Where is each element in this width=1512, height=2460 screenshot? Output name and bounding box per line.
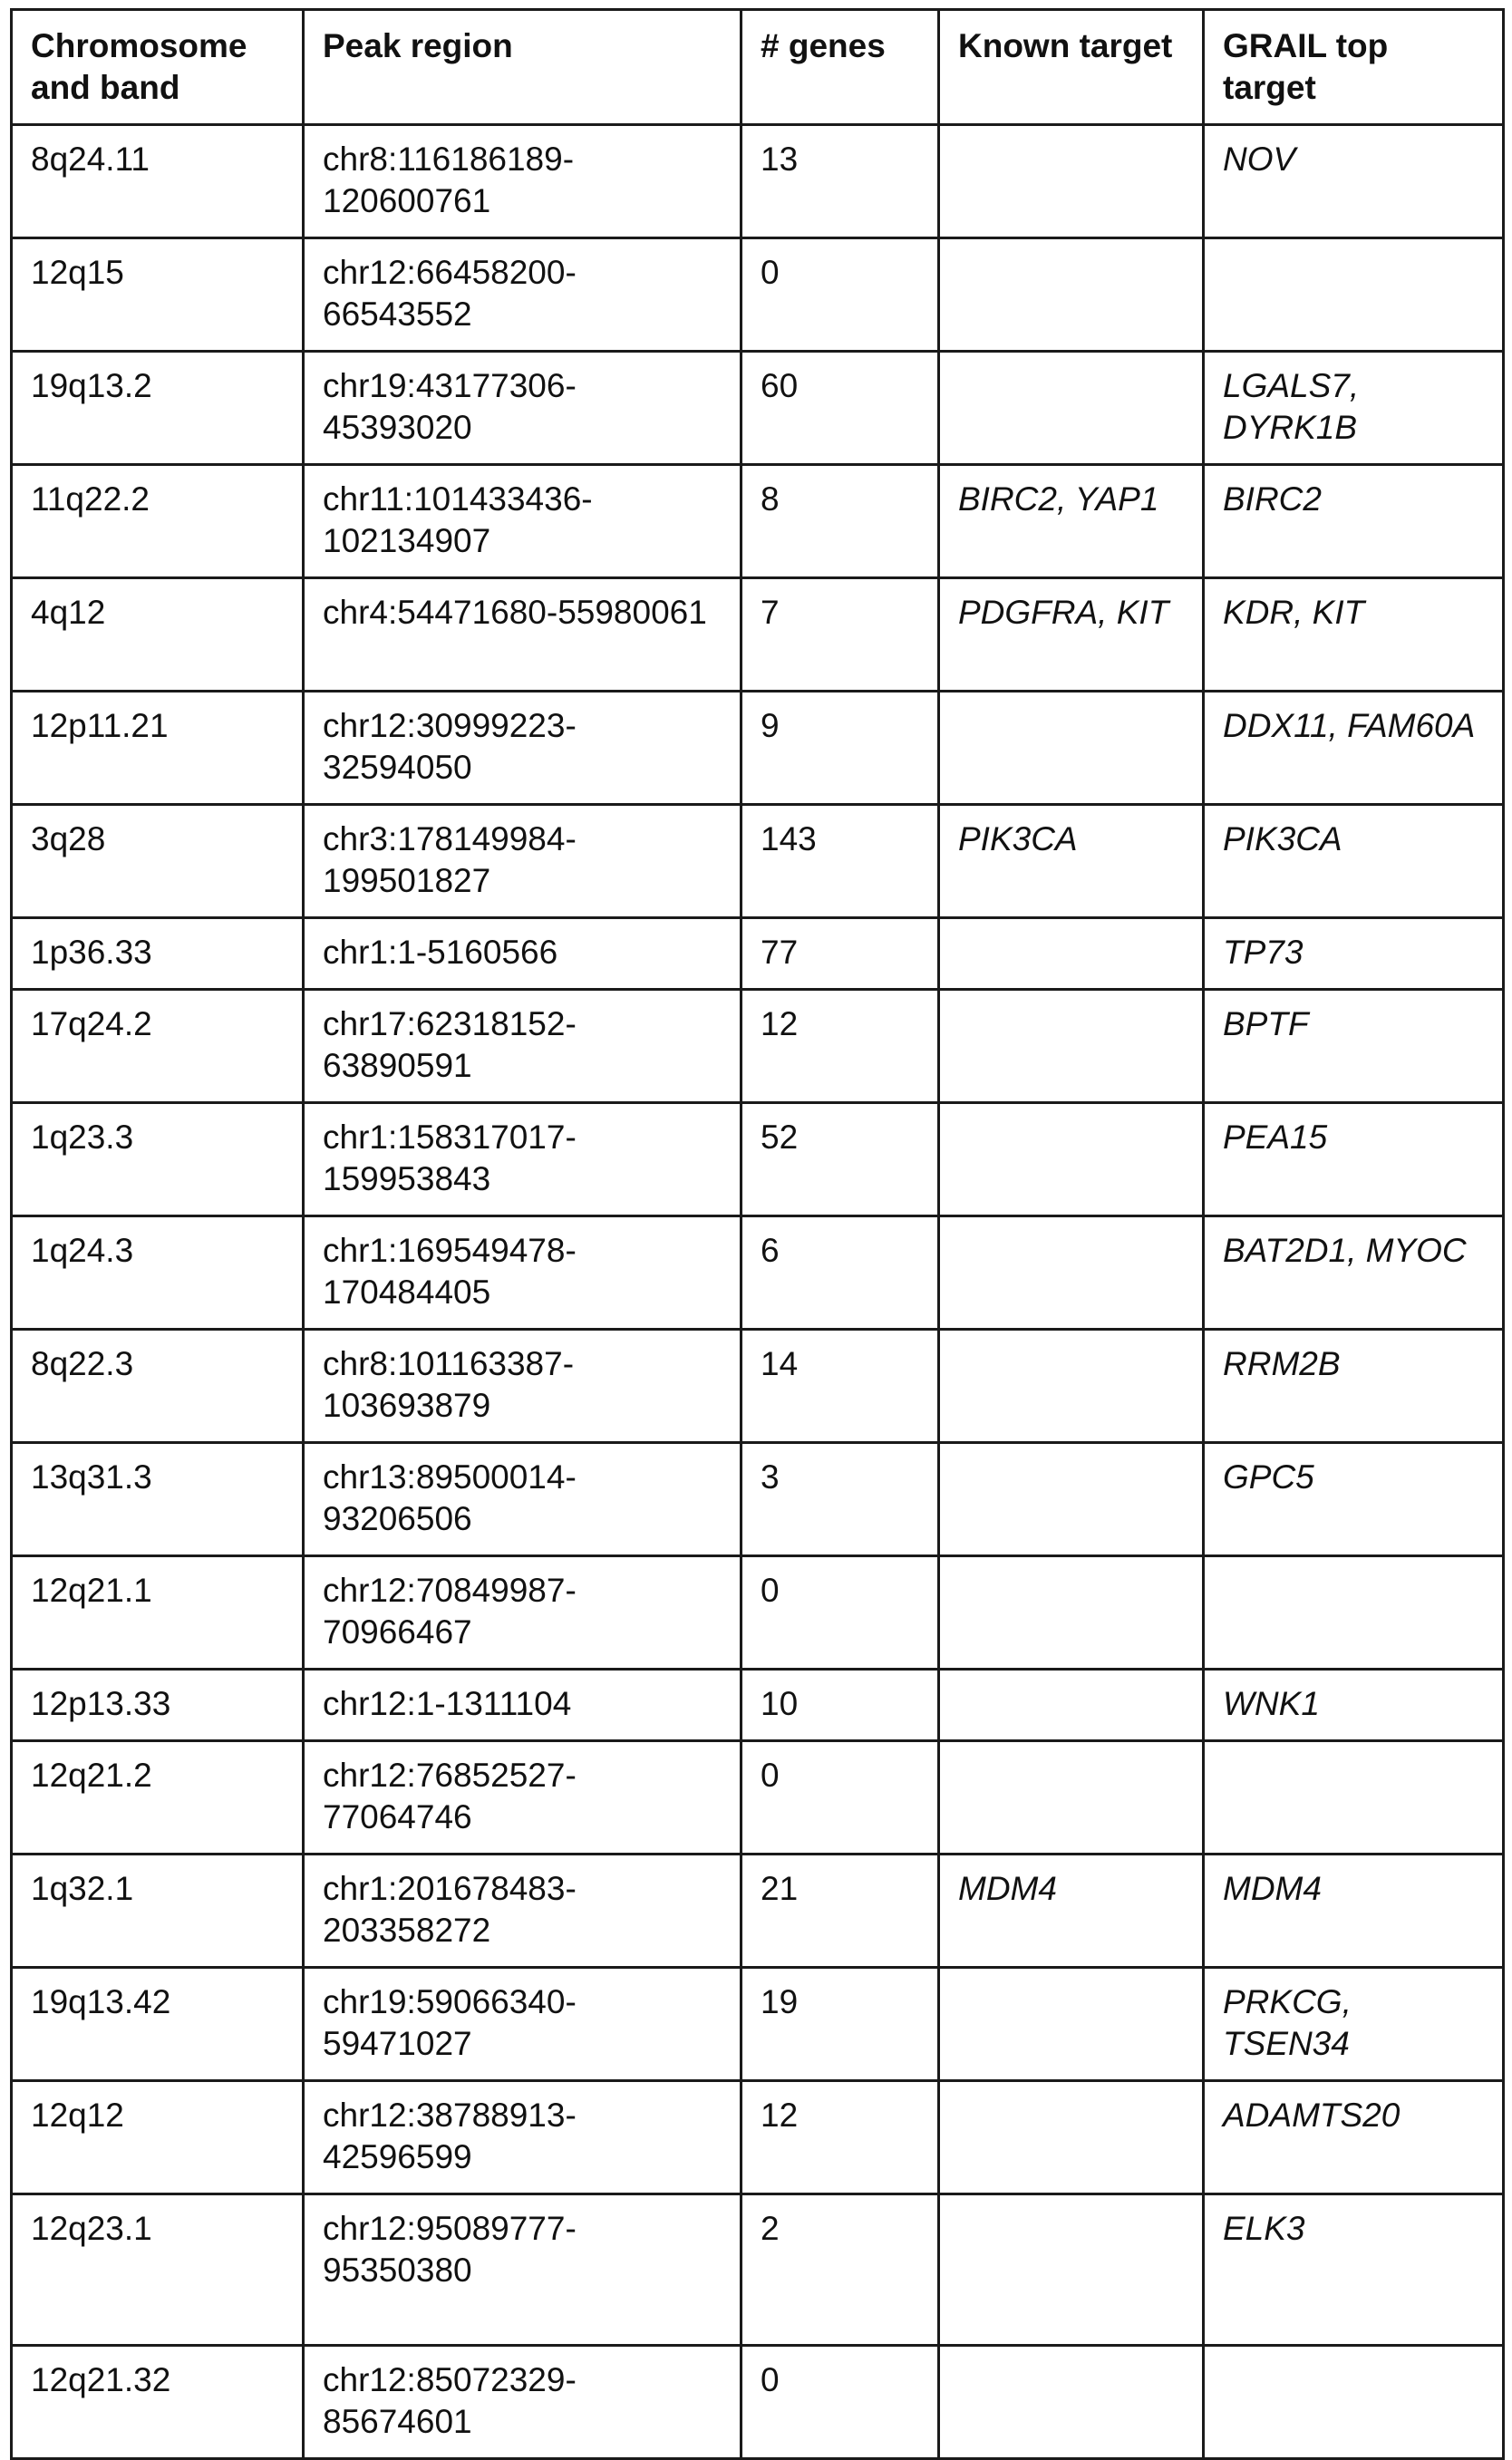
cell-grail-top-target: PEA15 bbox=[1204, 1103, 1504, 1216]
cell-grail-top-target: NOV bbox=[1204, 125, 1504, 238]
table-row bbox=[12, 465, 1504, 578]
table-row bbox=[12, 1968, 1504, 2081]
cell-peak-region: chr3:178149984-199501827 bbox=[304, 805, 741, 918]
cell-known-target bbox=[939, 125, 1204, 238]
cell-chromosome-band: 12q21.1 bbox=[12, 1556, 304, 1670]
table-row bbox=[12, 1330, 1504, 1443]
cell-grail-top-target: RRM2B bbox=[1204, 1330, 1504, 1443]
cell-known-target bbox=[939, 1443, 1204, 1556]
cell-peak-region: chr13:89500014-93206506 bbox=[304, 1443, 741, 1556]
cell-known-target bbox=[939, 352, 1204, 465]
cell-gene-count: 0 bbox=[741, 238, 939, 352]
table-row bbox=[12, 1556, 1504, 1670]
table-row bbox=[12, 1443, 1504, 1556]
cell-gene-count: 3 bbox=[741, 1443, 939, 1556]
cell-peak-region: chr1:169549478-170484405 bbox=[304, 1216, 741, 1330]
header-peak-region: Peak region bbox=[304, 10, 741, 125]
cell-known-target bbox=[939, 1330, 1204, 1443]
cell-gene-count: 12 bbox=[741, 990, 939, 1103]
cell-peak-region: chr12:66458200-66543552 bbox=[304, 238, 741, 352]
cell-gene-count: 60 bbox=[741, 352, 939, 465]
cell-peak-region: chr19:43177306-45393020 bbox=[304, 352, 741, 465]
cell-chromosome-band: 12p13.33 bbox=[12, 1670, 304, 1741]
cell-peak-region: chr12:70849987-70966467 bbox=[304, 1556, 741, 1670]
table-row bbox=[12, 2194, 1504, 2346]
cell-gene-count: 12 bbox=[741, 2081, 939, 2194]
table-row bbox=[12, 352, 1504, 465]
table-row bbox=[12, 2081, 1504, 2194]
cell-known-target bbox=[939, 692, 1204, 805]
cell-grail-top-target bbox=[1204, 2346, 1504, 2459]
cell-grail-top-target: TP73 bbox=[1204, 918, 1504, 990]
cell-peak-region: chr8:116186189-120600761 bbox=[304, 125, 741, 238]
cell-grail-top-target bbox=[1204, 1556, 1504, 1670]
cell-chromosome-band: 12q15 bbox=[12, 238, 304, 352]
cell-gene-count: 13 bbox=[741, 125, 939, 238]
cell-gene-count: 8 bbox=[741, 465, 939, 578]
table-body bbox=[12, 125, 1504, 2459]
table-row bbox=[12, 1855, 1504, 1968]
cell-chromosome-band: 12q12 bbox=[12, 2081, 304, 2194]
cell-known-target bbox=[939, 1968, 1204, 2081]
cell-chromosome-band: 1p36.33 bbox=[12, 918, 304, 990]
cell-known-target bbox=[939, 2081, 1204, 2194]
cell-peak-region: chr12:30999223-32594050 bbox=[304, 692, 741, 805]
cell-peak-region: chr1:1-5160566 bbox=[304, 918, 741, 990]
cell-peak-region: chr12:1-1311104 bbox=[304, 1670, 741, 1741]
header-row bbox=[12, 10, 1504, 125]
cell-known-target bbox=[939, 238, 1204, 352]
table-row bbox=[12, 578, 1504, 692]
cell-grail-top-target: DDX11, FAM60A bbox=[1204, 692, 1504, 805]
table-row bbox=[12, 125, 1504, 238]
cell-grail-top-target: LGALS7, DYRK1B bbox=[1204, 352, 1504, 465]
cell-gene-count: 0 bbox=[741, 2346, 939, 2459]
cell-chromosome-band: 12p11.21 bbox=[12, 692, 304, 805]
cell-gene-count: 0 bbox=[741, 1556, 939, 1670]
cell-chromosome-band: 12q21.32 bbox=[12, 2346, 304, 2459]
cell-gene-count: 77 bbox=[741, 918, 939, 990]
cell-chromosome-band: 4q12 bbox=[12, 578, 304, 692]
table-row bbox=[12, 1103, 1504, 1216]
table-row bbox=[12, 692, 1504, 805]
table-row bbox=[12, 1670, 1504, 1741]
header-known-target: Known target bbox=[939, 10, 1204, 125]
table-row bbox=[12, 918, 1504, 990]
header-grail-top-target: GRAIL top target bbox=[1204, 10, 1504, 125]
cell-chromosome-band: 19q13.42 bbox=[12, 1968, 304, 2081]
table-row bbox=[12, 805, 1504, 918]
table-row bbox=[12, 990, 1504, 1103]
cell-gene-count: 21 bbox=[741, 1855, 939, 1968]
peak-regions-table bbox=[10, 8, 1505, 2460]
cell-chromosome-band: 12q21.2 bbox=[12, 1741, 304, 1855]
cell-known-target bbox=[939, 2194, 1204, 2346]
cell-gene-count: 52 bbox=[741, 1103, 939, 1216]
cell-chromosome-band: 3q28 bbox=[12, 805, 304, 918]
cell-grail-top-target bbox=[1204, 1741, 1504, 1855]
cell-peak-region: chr12:38788913-42596599 bbox=[304, 2081, 741, 2194]
cell-peak-region: chr12:95089777-95350380 bbox=[304, 2194, 741, 2346]
cell-peak-region: chr11:101433436-102134907 bbox=[304, 465, 741, 578]
cell-gene-count: 9 bbox=[741, 692, 939, 805]
table-row bbox=[12, 2346, 1504, 2459]
cell-known-target bbox=[939, 1741, 1204, 1855]
table-row bbox=[12, 1741, 1504, 1855]
cell-gene-count: 6 bbox=[741, 1216, 939, 1330]
cell-known-target: PIK3CA bbox=[939, 805, 1204, 918]
cell-grail-top-target: BPTF bbox=[1204, 990, 1504, 1103]
cell-known-target bbox=[939, 918, 1204, 990]
cell-known-target bbox=[939, 1103, 1204, 1216]
cell-chromosome-band: 11q22.2 bbox=[12, 465, 304, 578]
cell-peak-region: chr12:85072329-85674601 bbox=[304, 2346, 741, 2459]
cell-known-target: MDM4 bbox=[939, 1855, 1204, 1968]
cell-chromosome-band: 13q31.3 bbox=[12, 1443, 304, 1556]
cell-grail-top-target bbox=[1204, 238, 1504, 352]
cell-grail-top-target: ADAMTS20 bbox=[1204, 2081, 1504, 2194]
cell-grail-top-target: BIRC2 bbox=[1204, 465, 1504, 578]
cell-peak-region: chr1:158317017-159953843 bbox=[304, 1103, 741, 1216]
cell-grail-top-target: WNK1 bbox=[1204, 1670, 1504, 1741]
cell-grail-top-target: BAT2D1, MYOC bbox=[1204, 1216, 1504, 1330]
cell-gene-count: 2 bbox=[741, 2194, 939, 2346]
cell-chromosome-band: 1q24.3 bbox=[12, 1216, 304, 1330]
header-chromosome-band: Chromosome and band bbox=[12, 10, 304, 125]
cell-grail-top-target: KDR, KIT bbox=[1204, 578, 1504, 692]
cell-grail-top-target: PRKCG, TSEN34 bbox=[1204, 1968, 1504, 2081]
table-row bbox=[12, 238, 1504, 352]
cell-known-target bbox=[939, 1216, 1204, 1330]
cell-known-target bbox=[939, 1556, 1204, 1670]
cell-gene-count: 7 bbox=[741, 578, 939, 692]
header-gene-count: # genes bbox=[741, 10, 939, 125]
cell-peak-region: chr1:201678483-203358272 bbox=[304, 1855, 741, 1968]
cell-known-target bbox=[939, 990, 1204, 1103]
cell-grail-top-target: PIK3CA bbox=[1204, 805, 1504, 918]
cell-known-target bbox=[939, 2346, 1204, 2459]
cell-gene-count: 19 bbox=[741, 1968, 939, 2081]
cell-gene-count: 10 bbox=[741, 1670, 939, 1741]
cell-known-target: PDGFRA, KIT bbox=[939, 578, 1204, 692]
table-row bbox=[12, 1216, 1504, 1330]
cell-chromosome-band: 19q13.2 bbox=[12, 352, 304, 465]
cell-chromosome-band: 1q32.1 bbox=[12, 1855, 304, 1968]
cell-chromosome-band: 12q23.1 bbox=[12, 2194, 304, 2346]
cell-chromosome-band: 17q24.2 bbox=[12, 990, 304, 1103]
cell-grail-top-target: ELK3 bbox=[1204, 2194, 1504, 2346]
cell-gene-count: 0 bbox=[741, 1741, 939, 1855]
cell-known-target: BIRC2, YAP1 bbox=[939, 465, 1204, 578]
cell-peak-region: chr12:76852527-77064746 bbox=[304, 1741, 741, 1855]
cell-grail-top-target: MDM4 bbox=[1204, 1855, 1504, 1968]
cell-peak-region: chr17:62318152-63890591 bbox=[304, 990, 741, 1103]
cell-peak-region: chr4:54471680-55980061 bbox=[304, 578, 741, 692]
cell-chromosome-band: 1q23.3 bbox=[12, 1103, 304, 1216]
cell-gene-count: 143 bbox=[741, 805, 939, 918]
cell-grail-top-target: GPC5 bbox=[1204, 1443, 1504, 1556]
cell-known-target bbox=[939, 1670, 1204, 1741]
cell-chromosome-band: 8q24.11 bbox=[12, 125, 304, 238]
cell-chromosome-band: 8q22.3 bbox=[12, 1330, 304, 1443]
cell-gene-count: 14 bbox=[741, 1330, 939, 1443]
cell-peak-region: chr19:59066340-59471027 bbox=[304, 1968, 741, 2081]
cell-peak-region: chr8:101163387-103693879 bbox=[304, 1330, 741, 1443]
